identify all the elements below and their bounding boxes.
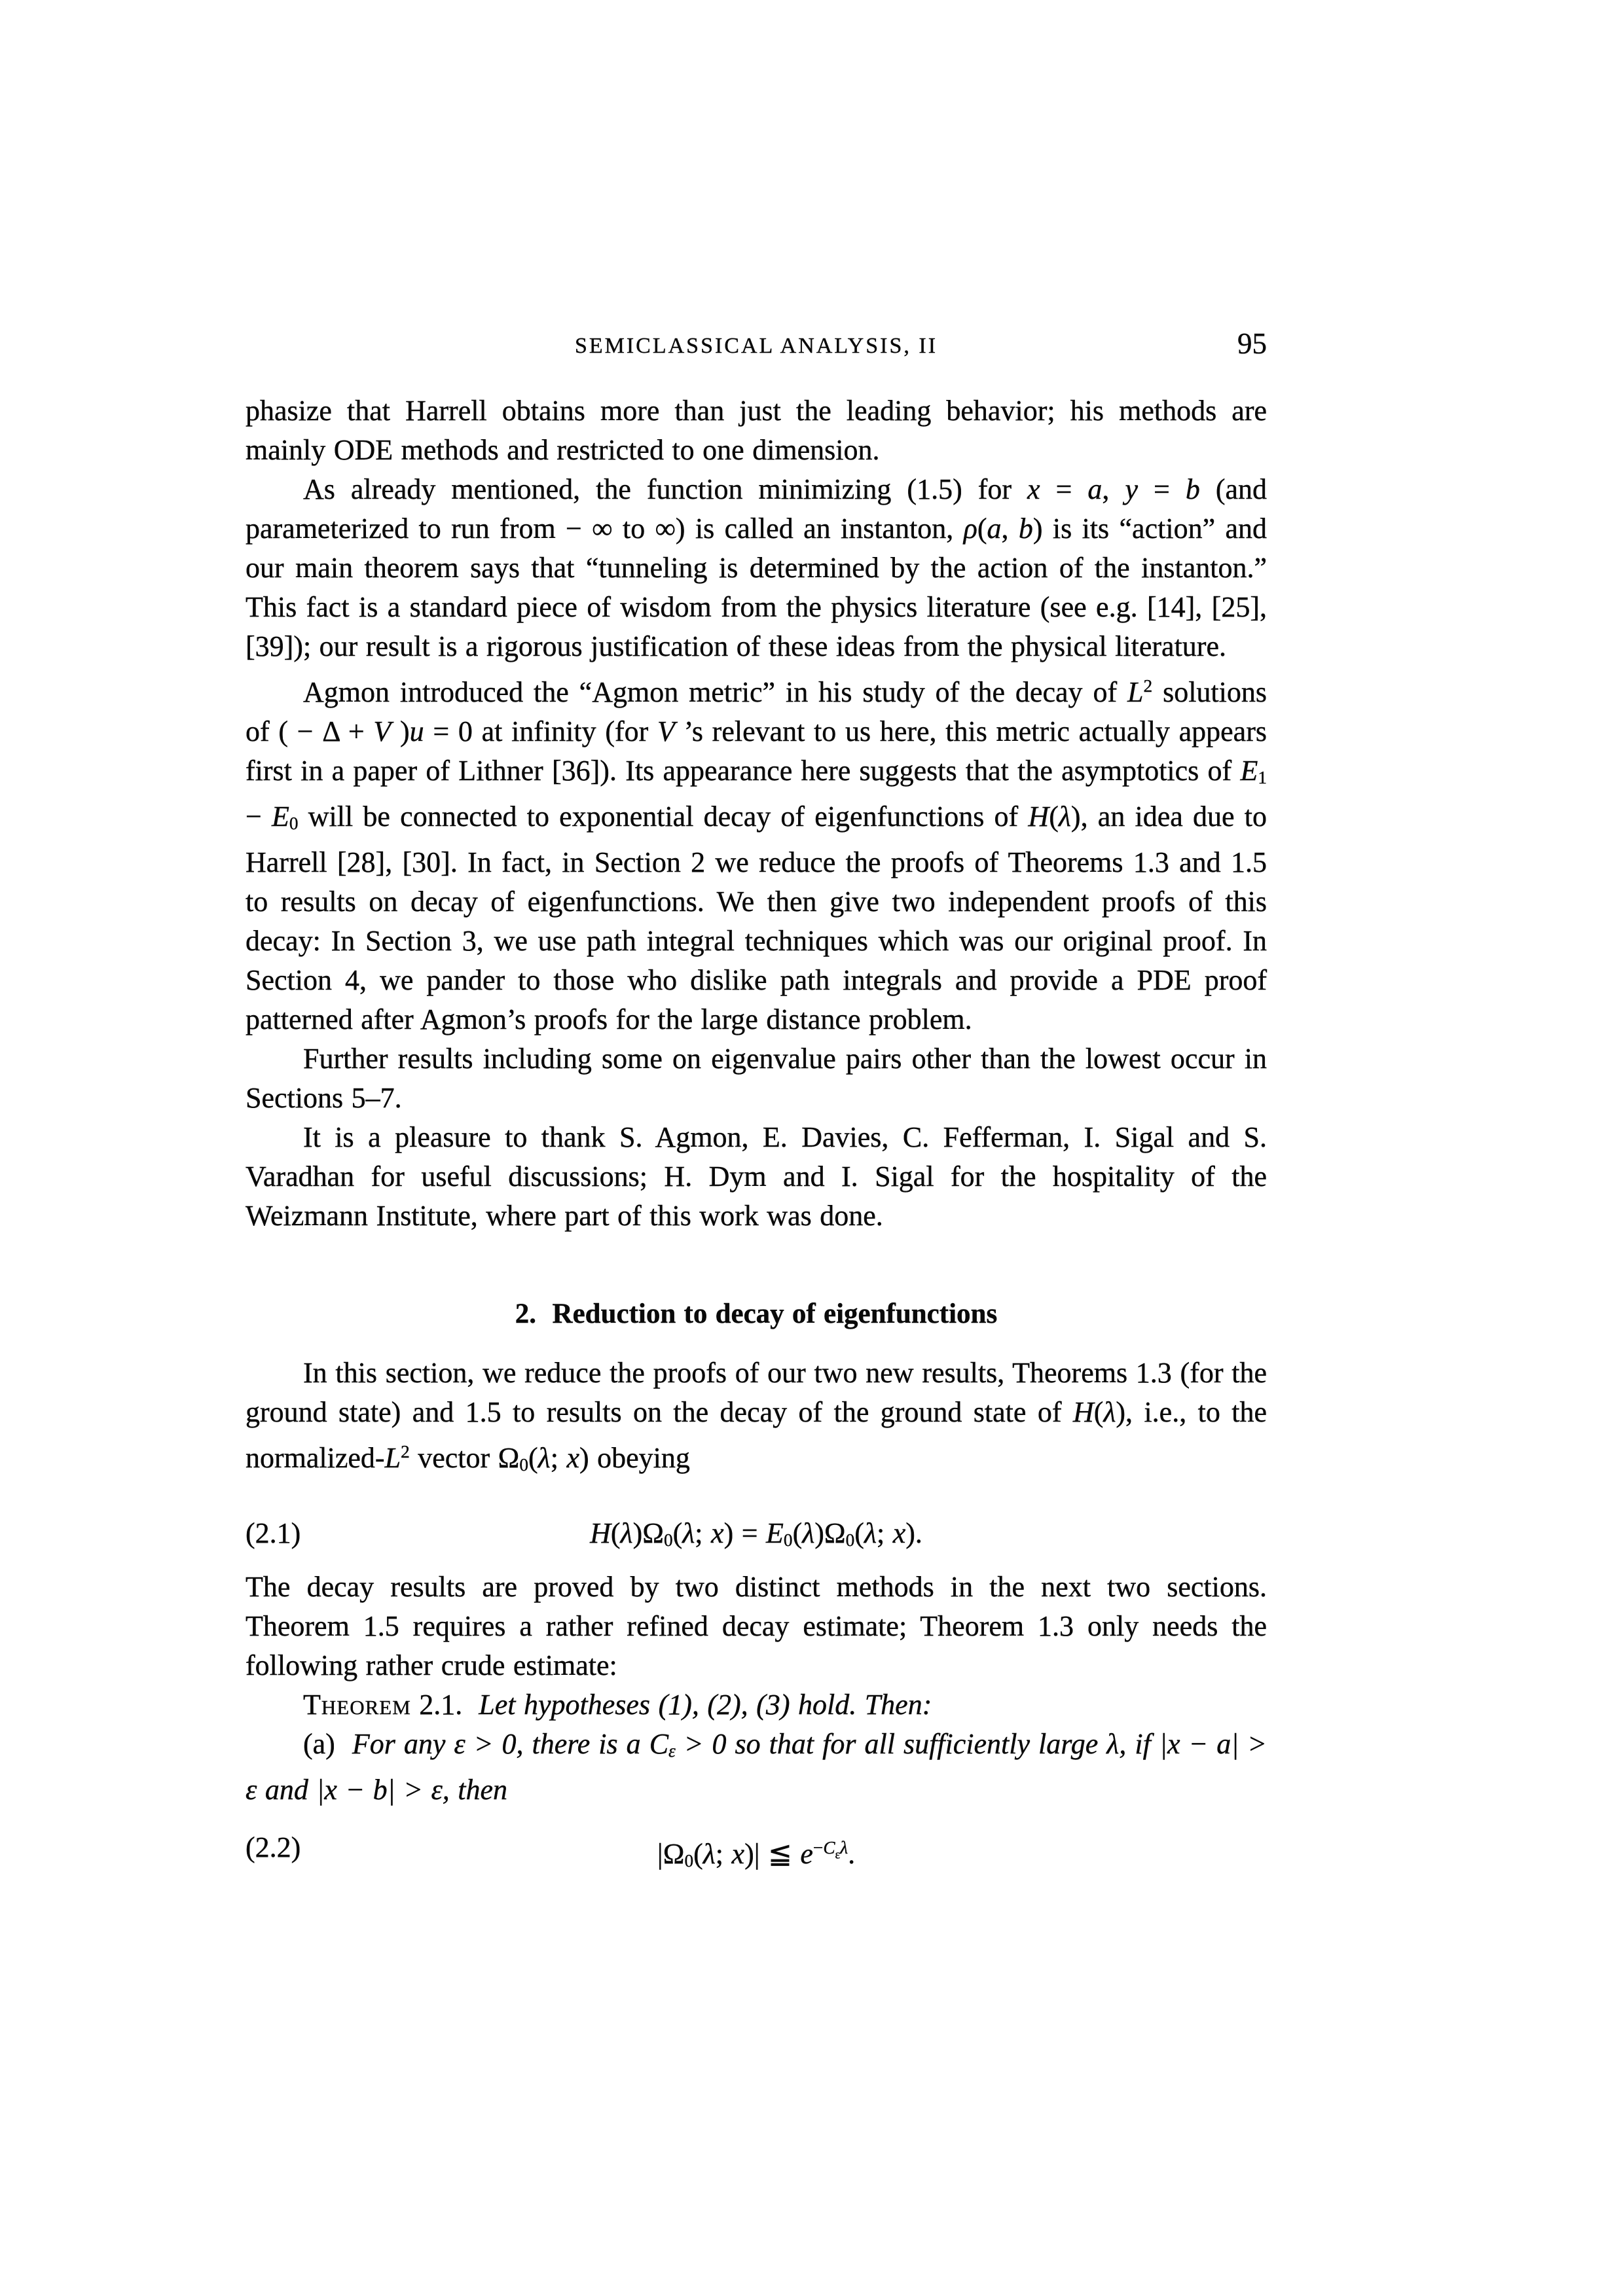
text-segment: u	[409, 715, 424, 747]
text-segment: 1	[1258, 767, 1267, 787]
text-segment: )| ≦	[744, 1837, 801, 1870]
text-segment: As already mentioned, the function minimizing (1.5) for	[303, 473, 1028, 505]
text-segment: =	[1040, 473, 1088, 505]
equation-2-2	[246, 1828, 1267, 1880]
text-segment: > 0 so that for all sufficiently large	[675, 1727, 1107, 1760]
equation-body	[590, 1517, 922, 1549]
text-segment: V	[657, 715, 675, 747]
text-segment: −	[812, 1837, 824, 1857]
text-segment: H	[1028, 800, 1049, 833]
text-segment: λ	[840, 1837, 848, 1857]
text-segment: |Ω	[657, 1837, 685, 1870]
section-heading	[246, 1295, 1267, 1334]
agmon-metric-paragraph	[246, 666, 1267, 1039]
text-segment: 0	[684, 1850, 694, 1871]
text-segment: x	[566, 1441, 579, 1474]
text-segment: Agmon introduced the “Agmon metric” in his study of the decay of	[303, 676, 1128, 708]
text-segment: phasize that Harrell obtains more than just the leading behavior; his methods are mainly ODE methods and restricted to one dimension.	[246, 395, 1267, 466]
text-column	[246, 327, 1267, 1880]
acknowledgements-paragraph	[246, 1118, 1267, 1236]
text-segment: 0	[783, 1530, 793, 1550]
text-segment: 0	[519, 1454, 528, 1475]
text-segment: λ	[1058, 800, 1071, 833]
text-segment: ) =	[723, 1516, 767, 1549]
text-segment: a	[1087, 473, 1103, 505]
text-segment: (	[693, 1837, 703, 1870]
theorem-part-a-paragraph	[246, 1725, 1267, 1810]
equation-2-1	[246, 1514, 1267, 1560]
text-segment: λ	[864, 1516, 877, 1549]
text-segment: 2.1.	[410, 1688, 479, 1721]
text-segment: )Ω	[632, 1516, 664, 1549]
text-segment: E	[1240, 755, 1258, 787]
text-segment: ;	[695, 1516, 712, 1549]
text-segment: = 0 at infinity (for	[424, 715, 657, 747]
text-segment: ), i.e., to the normalized-	[246, 1395, 1267, 1474]
text-segment: 0	[663, 1530, 673, 1550]
text-segment: λ	[1103, 1395, 1116, 1428]
equation-number: (2.1)	[246, 1516, 301, 1549]
page-body	[246, 391, 1267, 1880]
text-segment: )	[391, 715, 410, 747]
text-segment: a	[987, 512, 1002, 545]
text-segment: λ	[620, 1516, 633, 1549]
text-segment: (	[528, 1441, 538, 1474]
text-segment: (	[672, 1516, 683, 1549]
text-segment: )Ω	[814, 1516, 846, 1549]
text-segment: ) obeying	[579, 1441, 690, 1474]
text-segment: will be connected to exponential decay of eigenfunctions of	[298, 800, 1029, 833]
text-segment: ;	[877, 1516, 893, 1549]
text-segment: (	[610, 1516, 621, 1549]
text-segment: Further results including some on eigenvalue pairs other than the lowest occur in Sections 5–7.	[246, 1042, 1267, 1114]
text-segment: E	[272, 800, 289, 833]
continuation-paragraph	[246, 391, 1267, 470]
text-segment: It is a pleasure to thank S. Agmon, E. Davies, C. Fefferman, I. Sigal and S. Varadhan for useful discussions; H. Dym and I. Sigal for the hospitality of the Weizmann Institute, where part of this work was done.	[246, 1121, 1267, 1232]
text-segment: solutions of ( − Δ +	[246, 676, 1267, 747]
text-segment: .	[848, 1837, 856, 1870]
text-segment: (	[1093, 1395, 1104, 1428]
text-segment: λ	[1106, 1727, 1120, 1760]
text-segment: C	[823, 1837, 835, 1857]
text-segment: (	[854, 1516, 864, 1549]
text-segment: (a)	[303, 1727, 352, 1760]
text-segment: x	[892, 1516, 906, 1549]
text-segment: ) is its “action” and our main theorem says that “tunneling is determined by the action of the instanton.” This fact is a standard piece of wisdom from the physics literature (see e.g. [14], [25], [39]); our result is a rigorous justification of these ideas from the physical literature.	[246, 512, 1267, 662]
further-results-paragraph	[246, 1039, 1267, 1118]
text-segment: ε	[668, 1740, 676, 1761]
text-segment: ;	[550, 1441, 567, 1474]
text-segment: (	[1049, 800, 1059, 833]
text-segment: 2. Reduction to decay of eigenfunctions	[515, 1298, 998, 1329]
text-segment: C	[649, 1727, 669, 1760]
equation-body	[657, 1838, 855, 1870]
text-segment: ;	[715, 1837, 732, 1870]
text-segment: x	[731, 1837, 745, 1870]
text-segment: V	[373, 715, 392, 747]
reduction-intro-paragraph	[246, 1354, 1267, 1484]
text-segment: b	[1018, 512, 1033, 545]
text-segment: λ	[682, 1516, 695, 1549]
text-segment: |x − a| > ε and |x − b| > ε, then	[246, 1727, 1267, 1806]
text-segment: L	[384, 1441, 401, 1474]
text-segment: λ	[802, 1516, 815, 1549]
text-segment: ,	[1102, 473, 1125, 505]
text-segment: 0	[289, 813, 299, 833]
decay-methods-paragraph	[246, 1568, 1267, 1685]
text-segment: ).	[905, 1516, 922, 1549]
theorem-heading-paragraph	[246, 1685, 1267, 1725]
text-segment: λ	[702, 1837, 716, 1870]
equation-number: (2.2)	[246, 1831, 301, 1863]
text-segment: vector Ω	[409, 1441, 520, 1474]
text-segment: e	[800, 1837, 813, 1870]
text-segment: (1), (2), (3)	[658, 1688, 790, 1721]
text-segment: x	[711, 1516, 724, 1549]
text-segment: ε	[835, 1847, 841, 1861]
text-segment: (	[792, 1516, 803, 1549]
text-segment: x	[1027, 473, 1040, 505]
text-segment: E	[766, 1516, 784, 1549]
text-segment: 0	[845, 1530, 855, 1550]
text-segment: , if	[1119, 1727, 1159, 1760]
text-segment: ’s relevant to us here, this metric actually appears first in a paper of Lithner [36]). Its appearance here suggests that the asymptotics of	[246, 715, 1267, 787]
text-segment: (	[977, 512, 987, 545]
text-segment: hold. Then:	[790, 1688, 932, 1721]
text-segment: The decay results are proved by two distinct methods in the next two sections. Theorem 1.5 requires a rather refined decay estimate; Theorem 1.3 only needs the following rather crude estimate:	[246, 1570, 1267, 1681]
text-segment: ,	[1001, 512, 1019, 545]
text-segment: H	[1072, 1395, 1094, 1428]
running-title: SEMICLASSICAL ANALYSIS, II	[574, 334, 938, 358]
text-segment: In this section, we reduce the proofs of our two new results, Theorems 1.3 (for the ground state) and 1.5 to results on the decay of the ground state of	[246, 1356, 1267, 1428]
text-segment: (and parameterized to run from − ∞ to ∞) is called an instanton,	[246, 473, 1267, 545]
text-segment: Let hypotheses	[479, 1688, 659, 1721]
text-segment: Theorem	[303, 1688, 411, 1721]
text-segment: −	[246, 800, 272, 833]
text-segment: ρ	[963, 512, 977, 545]
text-segment: L	[1127, 676, 1144, 708]
text-segment: y	[1125, 473, 1138, 505]
page-number: 95	[1237, 327, 1267, 360]
instanton-paragraph	[246, 470, 1267, 666]
text-segment: λ	[538, 1441, 551, 1474]
text-segment: b	[1185, 473, 1200, 505]
text-segment: 2	[401, 1441, 410, 1462]
text-segment: H	[590, 1516, 611, 1549]
page-header	[246, 327, 1267, 362]
text-segment: ), an idea due to Harrell [28], [30]. In fact, in Section 2 we reduce the proofs of Theorems 1.3 and 1.5 to results on decay of eigenfunctions. We then give two independent proofs of this decay: In Section 3, we use path integral techniques which was our original proof. In Section 4, we pander to those who dislike path integrals and provide a PDE proof patterned after Agmon’s proofs for the large distance problem.	[246, 800, 1267, 1035]
text-segment: For any ε > 0, there is a	[352, 1727, 649, 1760]
text-segment: =	[1137, 473, 1186, 505]
text-segment: 2	[1143, 676, 1153, 696]
